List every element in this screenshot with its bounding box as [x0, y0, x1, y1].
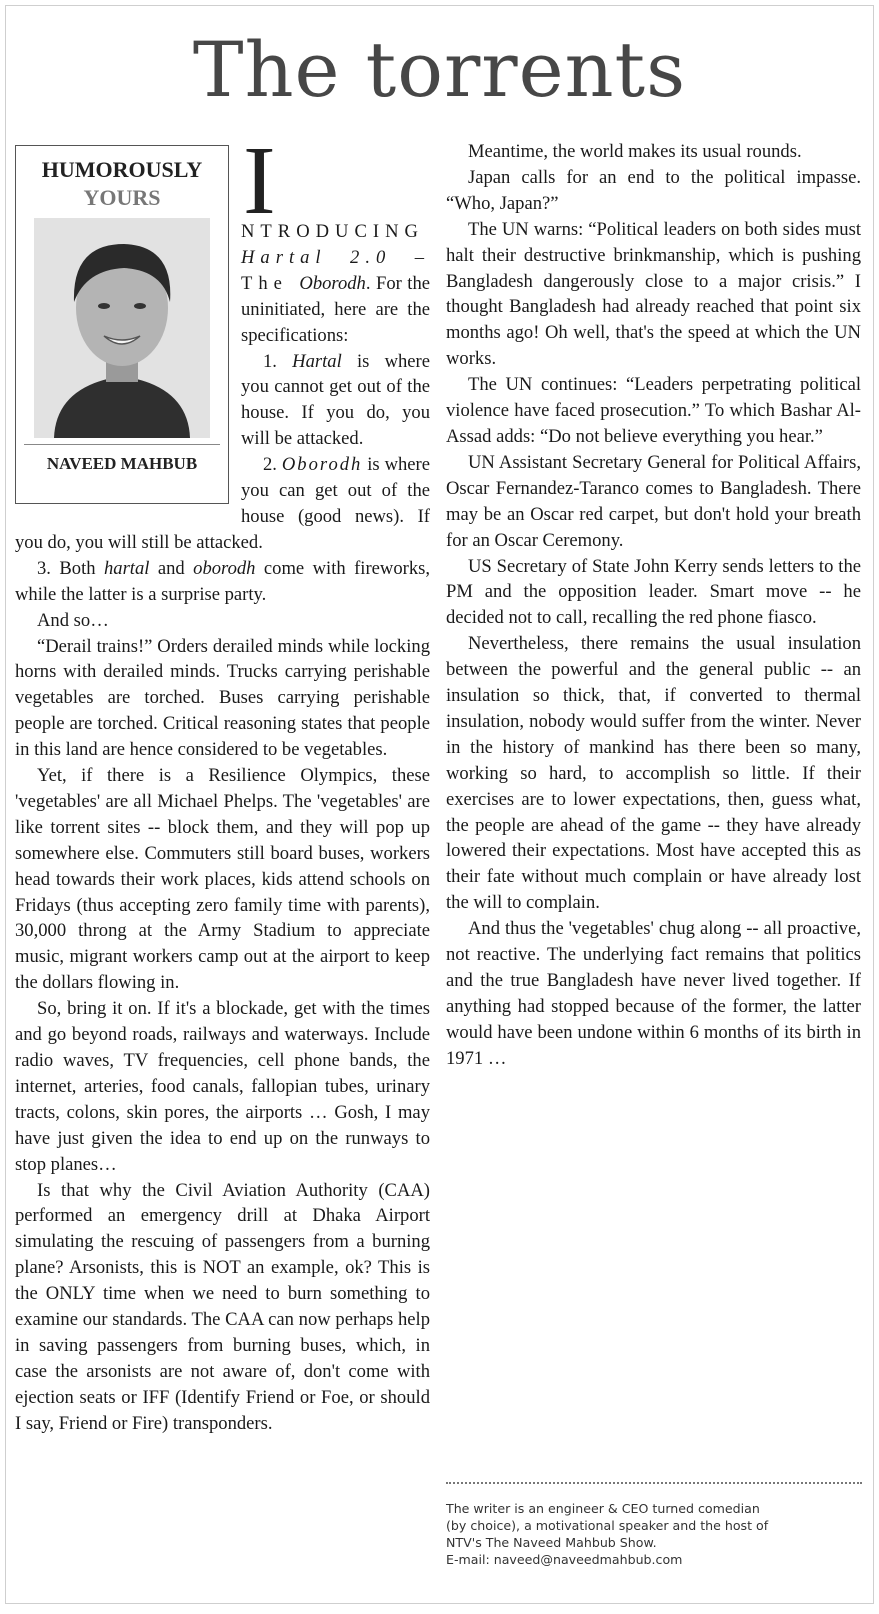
article-paragraph: And so…: [37, 609, 109, 631]
footer-email: E-mail: naveed@naveedmahbub.com: [446, 1552, 683, 1567]
author-photo: [34, 218, 210, 438]
headline: The torrents: [192, 25, 687, 114]
footer-line: The writer is an engineer & CEO turned comedian: [446, 1501, 760, 1516]
article-paragraph: Meantime, the world makes its usual rounds.: [468, 141, 802, 162]
author-footer: [446, 1482, 862, 1568]
article-paragraph: The UN continues: “Leaders perpetrating political violence have faced prosecution.” To which Bashar Al-Assad adds: “Do not believe everything you hear.”: [446, 374, 861, 447]
column-box-subtitle: YOURS: [83, 185, 161, 210]
footer-line: (by choice), a motivational speaker and the host of: [446, 1518, 769, 1533]
article-item-2: 2. Oborodh is where you can get out of the house (good news). If you do, you will still be attacked.: [15, 454, 431, 553]
article-item-3: 3. Both hartal and oborodh come with fireworks, while the latter is a surprise party.: [15, 557, 430, 605]
column-box: [15, 145, 229, 504]
article-item-1: 1. Hartal is where you cannot get out of the house. If you do, you will be attacked.: [241, 350, 430, 450]
article-paragraph: UN Assistant Secretary General for Political Affairs, Oscar Fernandez-Taranco comes to Bangladesh. There may be an Oscar red carpet, but don't hold your breath for an Oscar Ceremony.: [446, 451, 861, 551]
column-box-title: HUMOROUSLY: [41, 157, 203, 182]
article-intro: I NTRODUCING Hartal 2.0 – The Oborodh. For the uninitiated, here are the specifications:: [241, 127, 430, 346]
article-paragraph: So, bring it on. If it's a blockade, get with the times and go beyond roads, railways and waterways. Include radio waves, TV frequencies, cell phone bands, the internet, arteries, food canals, fallopian tubes, urinary tracts, colons, skin pores, the airports … Gosh, I may have just given the idea to end up on the runways to stop planes…: [15, 998, 430, 1175]
footer-line: NTV's The Naveed Mahbub Show.: [446, 1535, 657, 1550]
article-paragraph: Nevertheless, there remains the usual insulation between the powerful and the general public -- an insulation so thick, that, if converted to thermal insulation, nobody would suffer from the winter. Never in the history of mankind has there been so many, working so hard, to accomplish so little. If their exercises are to lower expectations, then, guess what, the people are ahead of the game -- they have already lowered their expectations. Most have accepted this as their fate without much complain or have already lost the will to complain.: [446, 633, 861, 914]
article-column-right: [446, 139, 861, 1072]
article-paragraph: Yet, if there is a Resilience Olympics, these 'vegetables' are all Michael Phelps. The 'vegetables' are like torrent sites -- block them, and they will pop up somewhere else. Commuters still board buses, workers head towards their work places, kids attend schools on Fridays (thus accepting zero family time with parents), 30,000 throng at the Army Stadium to appreciate music, migrant workers camp out at the airport to keep the dollars flowing in.: [15, 765, 430, 994]
newspaper-column-page: [5, 5, 874, 1604]
article-paragraph: US Secretary of State John Kerry sends letters to the PM and the opposition leader. Smart move -- he decided not to call, recalling the red phone fiasco.: [446, 555, 861, 629]
article-paragraph: Is that why the Civil Aviation Authority (CAA) performed an emergency drill at Dhaka Airport simulating the rescuing of passengers from a burning plane? Arsonists, this is NOT an example, ok? This is the ONLY time when we need to burn something to examine our standards. The CAA can now perhaps help in saving passengers from burning buses, which, in case the arsonists are not aware of, don't come with ejection seats or IFF (Identify Friend or Foe, or should I say, Friend or Fire) transponders.: [15, 1179, 430, 1434]
article-column-left: [15, 127, 431, 1437]
drop-cap: I: [243, 127, 276, 235]
article-paragraph: Japan calls for an end to the political impasse. “Who, Japan?”: [446, 166, 861, 214]
article-paragraph: The UN warns: “Political leaders on both sides must halt their destructive brinkmanship, which is pushing Bangladesh dangerously close to a major crisis.” I thought Bangladesh had already reached that point six months ago! Oh well, that's the speed at which the UN works.: [446, 218, 861, 370]
article-paragraph: And thus the 'vegetables' chug along -- all proactive, not reactive. The underlying fact remains that politics and the true Bangladesh have never lived together. If anything had stopped because of the former, the latter would have been undone within 6 months of its birth in 1971 …: [446, 918, 861, 1069]
column-box-author: NAVEED MAHBUB: [24, 444, 220, 475]
article-paragraph: “Derail trains!” Orders derailed minds while locking horns with derailed minds. Trucks carrying perishable vegetables are torched. Buses carrying perishable people are torched. Critical reasoning states that people in this land are hence considered to be vegetables.: [15, 635, 430, 761]
